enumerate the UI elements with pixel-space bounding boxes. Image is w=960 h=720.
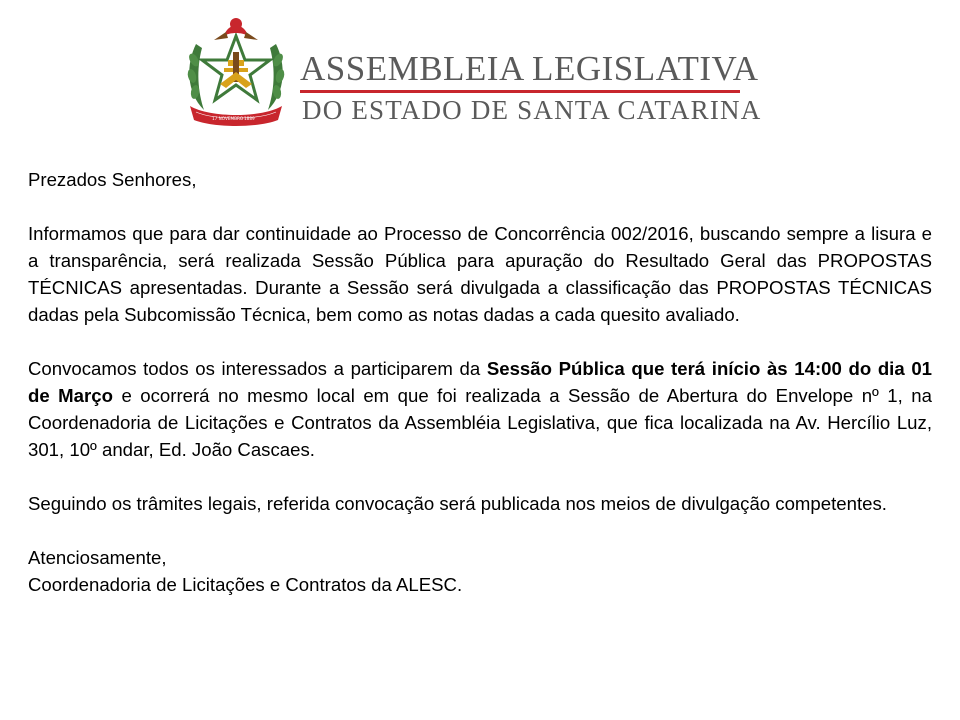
paragraph-2-details: e ocorrerá no mesmo local em que foi realizada a Sessão de Abertura do Envelope nº 1, na Coordenadoria de Licitações e Contratos da Assembléia Legislativa, que fica localizada na Av. Hercílio Luz, 301, 10º andar, Ed. João Cascaes. xyxy=(28,385,932,460)
seal-ribbon-right-text: 1889 xyxy=(244,116,255,121)
letter-closing xyxy=(28,544,932,598)
letter-greeting: Prezados Senhores, xyxy=(28,169,197,190)
letter-paragraph-2 xyxy=(28,355,932,463)
org-name-line1: ASSEMBLEIA LEGISLATIVA xyxy=(300,49,759,88)
org-name-line2: DO ESTADO DE SANTA CATARINA xyxy=(302,95,762,125)
letter-paragraph-3: Seguindo os trâmites legais, referida convocação será publicada nos meios de divulgação competentes. xyxy=(28,493,887,514)
letterhead xyxy=(184,14,762,132)
letter-body xyxy=(28,166,932,598)
letter-paragraph-1: Informamos que para dar continuidade ao Processo de Concorrência 002/2016, buscando sempre a lisura e a transparência, será realizada Sessão Pública para apuração do Resultado Geral das PROPOSTAS TÉCNICAS apresentadas. Durante a Sessão será divulgada a classificação das PROPOSTAS TÉCNICAS dadas pela Subcomissão Técnica, bem como as notas dadas a cada quesito avaliado. xyxy=(28,223,932,325)
org-name-divider xyxy=(300,90,740,93)
signature-line: Coordenadoria de Licitações e Contratos da ALESC. xyxy=(28,574,463,595)
seal-ribbon-left-text: 17 NOVEMBRO xyxy=(212,116,244,121)
state-coat-of-arms xyxy=(184,14,288,130)
closing-salutation: Atenciosamente, xyxy=(28,547,167,568)
paragraph-2-intro: Convocamos todos os interessados a participarem da xyxy=(28,358,487,379)
session-date-highlight: Sessão Pública que terá início às 14:00 do dia 01 de Março xyxy=(28,358,932,406)
